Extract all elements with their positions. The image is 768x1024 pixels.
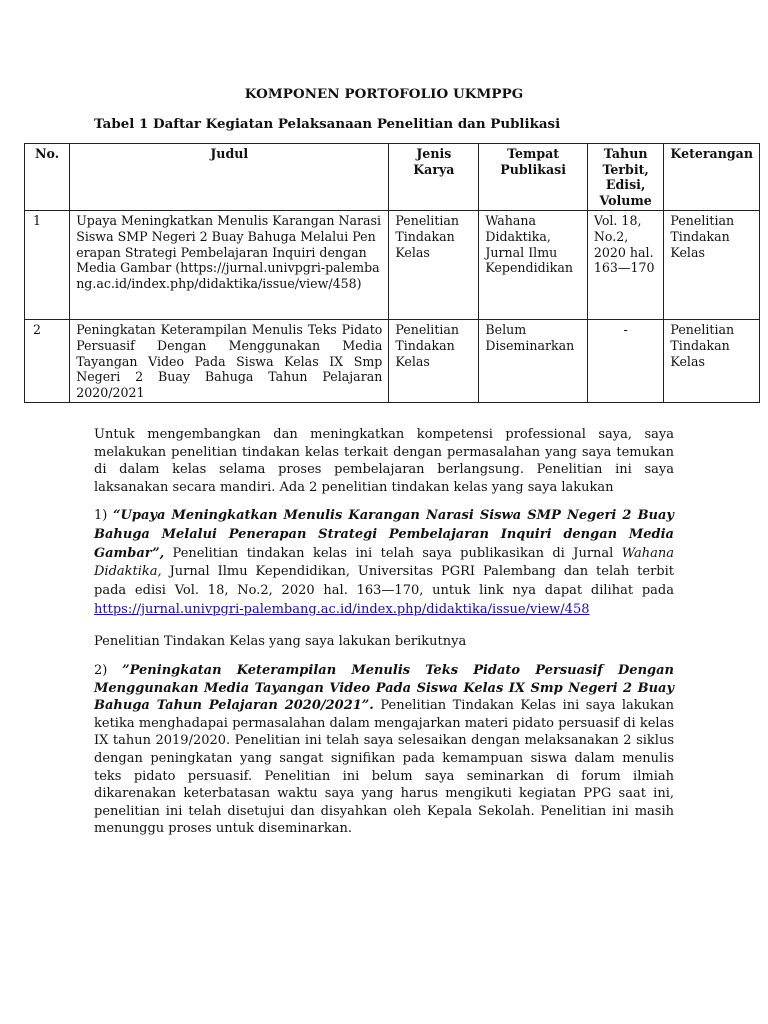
- research-item-2: [94, 662, 674, 838]
- table-row: [25, 320, 760, 403]
- portfolio-table: [24, 143, 760, 403]
- cell-tempat: Belum Diseminarkan: [479, 320, 588, 403]
- item-text: Penelitian Tindakan Kelas ini saya lakukan ketika menghadapai permasalahan dalam mengajarkan materi pidato persuasif di kelas IX tahun 2019/2020. Penelitian ini telah saya selesaikan dengan melaksanakan 2 siklus dengan peningkatan yang sangat signifikan pada kemampuan siswa dalam menulis teks pidato persuasif. Penelitian ini belum saya seminarkan di forum ilmiah dikarenakan keterbatasan waktu saya yang harus mengikuti kegiatan PPG saat ini, penelitian ini telah disetujui dan disyahkan oleh Kepala Sekolah. Penelitian ini masih menunggu proses untuk diseminarkan.: [94, 698, 674, 837]
- journal-name: Wahana Didaktika,: [94, 545, 674, 580]
- header-tahun: Tahun Terbit, Edisi, Volume: [587, 144, 664, 211]
- item-title: “Upaya Meningkatkan Menulis Karangan Narasi Siswa SMP Negeri 2 Buay Bahuga Melalui Penerapan Strategi Pembelajaran Inquiri dengan Media Gambar”,: [94, 508, 674, 561]
- research-item-1: [94, 507, 674, 620]
- cell-no: 2: [25, 320, 70, 403]
- table-header-row: [25, 144, 760, 211]
- header-keterangan: Keterangan: [664, 144, 760, 211]
- page-title: KOMPONEN PORTOFOLIO UKMPPG: [244, 86, 524, 102]
- header-jenis: Jenis Karya: [389, 144, 479, 211]
- cell-tahun: Vol. 18, No.2, 2020 hal. 163—170: [587, 211, 664, 320]
- header-no: No.: [25, 144, 70, 211]
- cell-keterangan: Penelitian Tindakan Kelas: [664, 320, 760, 403]
- cell-no: 1: [25, 211, 70, 320]
- cell-judul: Peningkatan Keterampilan Menulis Teks Pidato Persuasif Dengan Menggunakan Media Tayangan Video Pada Siswa Kelas IX Smp Negeri 2 Buay Bahuga Tahun Pelajaran 2020/2021: [70, 320, 389, 403]
- item-title: ”Peningkatan Keterampilan Menulis Teks Pidato Persuasif Dengan Menggunakan Media Tayangan Video Pada Siswa Kelas IX Smp Negeri 2 Buay Bahuga Tahun Pelajaran 2020/2021”.: [94, 663, 674, 714]
- item-text: Penelitian tindakan kelas ini telah saya publikasikan di Jurnal: [172, 545, 614, 561]
- cell-tempat: Wahana Didaktika, Jurnal Ilmu Kependidikan: [479, 211, 588, 320]
- intro-paragraph: Untuk mengembangkan dan meningkatkan kompetensi professional saya, saya melakukan penelitian tindakan kelas terkait dengan permasalahan yang saya temukan di dalam kelas selama proses pembelajaran berlangsung. Penelitian ini saya laksanakan secara mandiri. Ada 2 penelitian tindakan kelas yang saya lakukan: [94, 427, 674, 495]
- transition-paragraph: Penelitian Tindakan Kelas yang saya lakukan berikutnya: [94, 634, 467, 649]
- header-tempat: Tempat Publikasi: [479, 144, 588, 211]
- table-row: [25, 211, 760, 320]
- journal-link[interactable]: https://jurnal.univpgri-palembang.ac.id/index.php/didaktika/issue/view/458: [94, 601, 590, 617]
- table-caption: Tabel 1 Daftar Kegiatan Pelaksanaan Penelitian dan Publikasi: [94, 116, 561, 132]
- item-number: 1): [94, 508, 108, 523]
- cell-judul: Upaya Meningkatkan Menulis Karangan Narasi Siswa SMP Negeri 2 Buay Bahuga Melalui Penerapan Strategi Pembelajaran Inquiri dengan Media Gambar (https://jurnal.univpgri-palembang.ac.id/index.php/didaktika/issue/view/458): [70, 211, 389, 320]
- item-text: Jurnal Ilmu Kependidikan, Universitas PGRI Palembang dan telah terbit pada edisi Vol. 18, No.2, 2020 hal. 163—170, untuk link nya dapat dilihat pada: [94, 564, 674, 599]
- cell-keterangan: Penelitian Tindakan Kelas: [664, 211, 760, 320]
- header-judul: Judul: [70, 144, 389, 211]
- item-number: 2): [94, 663, 108, 678]
- cell-jenis: Penelitian Tindakan Kelas: [389, 320, 479, 403]
- cell-jenis: Penelitian Tindakan Kelas: [389, 211, 479, 320]
- cell-tahun: -: [587, 320, 664, 403]
